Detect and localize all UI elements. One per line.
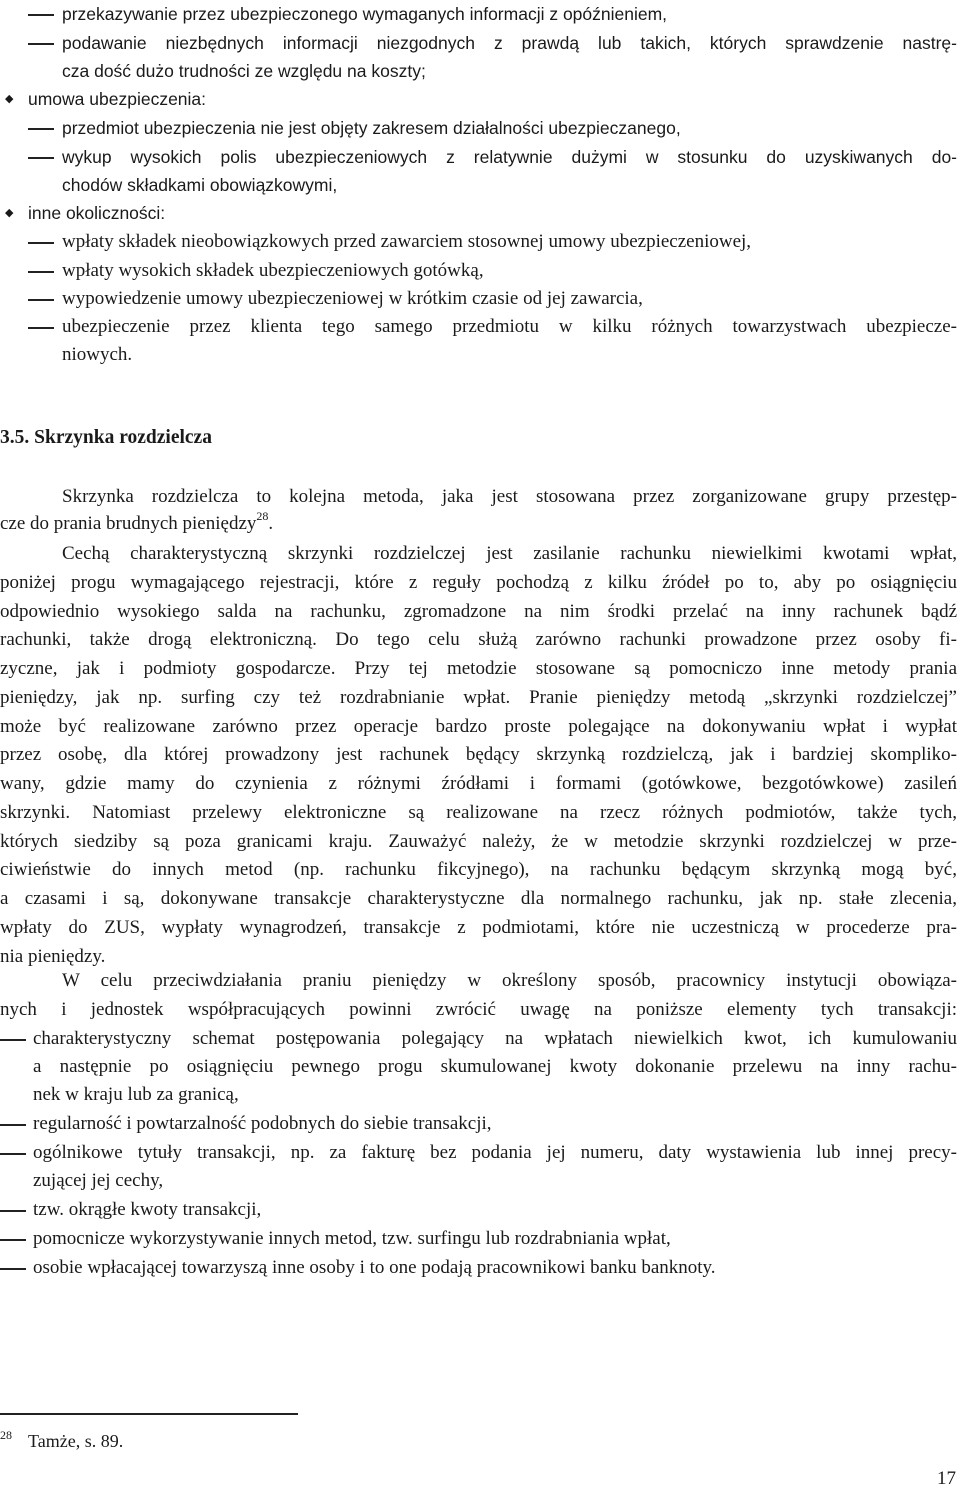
page-number: 17 [937,1468,956,1489]
list-item-continuation: nek w kraju lub za granicą, [33,1084,239,1105]
list-item-continuation: zującej jej cechy, [33,1170,164,1191]
paragraph-line: pieniędzy, jak np. surfing czy też rozdrabnianie wpłat. Pranie pieniędzy metodą „skrzynki rozdzielczej” [0,687,957,708]
paragraph-line: wpłaty do ZUS, wypłaty wynagrodzeń, transakcje z podmiotami, które nie uczestniczą w procederze pra- [0,917,957,938]
list-item: ogólnikowe tytuły transakcji, np. za fakturę bez podania jej numeru, daty wystawienia lub innej precy- [0,1139,960,1167]
footnote-text: Tamże, s. 89. [28,1431,124,1451]
paragraph-line: Cechą charakterystyczną skrzynki rozdzielczej jest zasilanie rachunku niewielkimi kwotami wpłat, [62,543,957,564]
paragraph-line: przez osobę, dla której prowadzony jest rachunek będący skrzynką rozdzielczą, jak i bardziej skompliko- [0,744,957,765]
paragraph-line: zyczne, jak i podmioty gospodarcze. Przy tej metodzie stosowane są pomocniczo inne metody prania [0,658,957,679]
paragraph-line: Skrzynka rozdzielcza to kolejna metoda, jaka jest stosowana przez zorganizowane grupy przestęp- [62,486,957,507]
dash-bullet [0,1210,26,1212]
list-item-continuation: niowych. [62,344,133,365]
paragraph-line: W celu przeciwdziałania praniu pieniędzy w określony sposób, pracownicy instytucji obowiąza- [62,970,957,991]
paragraph-line: odpowiednio wysokiego salda na rachunku, zgromadzone na nim środki przelać na inny rachunek bądź [0,601,957,622]
dash-bullet [28,157,54,159]
diamond-bullet-icon: ◆ [5,207,14,219]
list-item: wykup wysokich polis ubezpieczeniowych z relatywnie dużymi w stosunku do uzyskiwanych do- [0,143,960,171]
dash-bullet [28,43,54,45]
section-heading: 3.5. Skrzynka rozdzielcza [0,427,212,448]
dash-bullet [28,299,54,301]
paragraph-line: skrzynki. Natomiast przelewy elektroniczne są realizowane na rzecz różnych podmiotów, także tych, [0,802,957,823]
dash-bullet [0,1039,26,1041]
dash-bullet [28,128,54,130]
document-page: przekazywanie przez ubezpieczonego wymaganych informacji z opóźnieniem, podawanie niezbędnych informacji niezgodnych z prawdą lub takich, których sprawdzenie nastrę- cza dość dużo trudności ze względu na koszty; ◆ umowa ubezpieczenia: przedmiot ubezpieczenia nie jest objęty zakresem działalności ubezpieczanego, wykup wysokich polis ubezpieczeniowych z relatywnie dużymi w stosunku do uzyskiwanych do- chodów składkami obowiązkowymi, ◆ inne okoliczności: wpłaty składek nieobowiązkowych przed zawarciem stosownej umowy ubezpieczeniowej, wpłaty wysokich składek ubezpieczeniowych gotówką, wypowiedzenie umowy ubezpieczeniowej w krótkim czasie od jej zawarcia, ubezpieczenie przez klienta tego samego przedmiotu w kilku różnych towarzystwach ubezpiecze- niowych. 3.5. Skrzynka rozdzielcza Skrzynka rozdzielcza to kolejna metoda, jaka jest stosowana przez zorganizowane grupy przestęp- cze do prania brudnych pieniędzy$^{28}$. Cechą charakterystyczną skrzynki rozdzielczej jest zasilanie rachunku niewielkimi kwotami wpłat, poniżej progu wymagającego rejestracji, które z reguły pochodzą z kilku źródeł po to, aby po osiągnięciu odpowiednio wysokiego salda na rachunku, zgromadzone na nim środki przelać na inny rachunek bądź rachunki, także drogą elektroniczną. Do tego celu służą zarówno rachunki prowadzone przez osoby fi- zyczne, jak i podmioty gospodarcze. Przy tej metodzie stosowane są pomocniczo inne metody prania pieniędzy, jak np. surfing czy też rozdrabnianie wpłat. Pranie pieniędzy metodą „skrzynki rozdzielczej” może być realizowane zarówno przez operacje bardzo proste polegające na dokonywaniu wpłat i wypłat przez osobę, dla której prowadzony jest rachunek będący skrzynką rozdzielczą, jak i bardziej skompliko- wany, gdzie mamy do czynienia z różnymi źródłami i formami (gotówkowe, bezgotówkowe) zasileń skrzynki. Natomiast przelewy elektroniczne są realizowane na rzecz różnych podmiotów, także tych, których siedziby są poza granicami kraju. Zauważyć należy, że w metodzie skrzynki rozdzielczej w prze- ciwieństwie do innych metod (np. rachunku fikcyjnego), na rachunku będącym skrzynką mogą być, a czasami i są, dokonywane transakcje charakterystyczne dla normalnego rachunku, jak np. stałe zlecenia, wpłaty do ZUS, wypłaty wynagrodzeń, transakcje z podmiotami, które nie uczestniczą w procederze pra- nia pieniędzy. W celu przeciwdziałania praniu pieniędzy w określony sposób, pracownicy instytucji obowiąza- nych i jednostek współpracujących powinni zwrócić uwagę na poniższe elementy tych transakcji: charakterystyczny schemat postępowania polegający na wpłatach niewielkich kwot, ich kumulowaniu a następnie po osiągnięciu pewnego progu skumulowanej kwoty dokonanie przelewu na inny rachu- nek w kraju lub za granicą, regularność i powtarzalność podobnych do siebie transakcji, ogólnikowe tytuły transakcji, np. za fakturę bez podania jej numeru, daty wystawienia lub innej precy- zującej jej cechy, tzw. okrągłe kwoty transakcji, pomocnicze wykorzystywanie innych metod, tzw. surfingu lub rozdrabniania wpłat, osobie wpłacającej towarzyszą inne osoby i to one podają pracownikowi banku banknoty. $^{28}$ Tamże, s. 89. 17 [0,0,960,1493]
list-item: podawanie niezbędnych informacji niezgodnych z prawdą lub takich, których sprawdzenie nastrę- [0,29,960,57]
paragraph-line: których siedziby są poza granicami kraju. Zauważyć należy, że w metodzie skrzynki rozdzielczej w prze- [0,831,957,852]
list-item: charakterystyczny schemat postępowania polegający na wpłatach niewielkich kwot, ich kumulowaniu [0,1025,960,1053]
paragraph-line: nych i jednostek współpracujących powinni zwrócić uwagę na poniższe elementy tych transakcji: [0,999,957,1020]
paragraph-line: wany, gdzie mamy do czynienia z różnymi źródłami i formami (gotówkowe, bezgotówkowe) zasileń [0,773,957,794]
footnote-number: 28 [0,1428,12,1442]
footnote-separator [0,1413,298,1415]
footnote-reference[interactable]: 28 [256,508,269,523]
paragraph-line: cze do prania brudnych pieniędzy$^{28}$. [0,508,274,534]
list-item: przekazywanie przez ubezpieczonego wymaganych informacji z opóźnieniem, [0,0,960,28]
list-item: przedmiot ubezpieczenia nie jest objęty zakresem działalności ubezpieczanego, [0,114,960,142]
paragraph-line: a czasami i są, dokonywane transakcje charakterystyczne dla normalnego rachunku, jak np. stałe zlecenia, [0,888,957,909]
dash-bullet [28,242,54,244]
dash-bullet [0,1153,26,1155]
dash-bullet [28,14,54,16]
list-item-continuation: chodów składkami obowiązkowymi, [62,175,338,195]
dash-bullet [28,327,54,329]
dash-bullet [0,1239,26,1241]
list-item-continuation: a następnie po osiągnięciu pewnego progu skumulowanej kwoty dokonanie przelewu na inny rachu- [33,1056,957,1077]
paragraph-line: poniżej progu wymagającego rejestracji, które z reguły pochodzą z kilku źródeł po to, aby po osiągnięciu [0,572,957,593]
dash-bullet [28,271,54,273]
dash-bullet [0,1268,26,1270]
paragraph-line: może być realizowane zarówno przez operacje bardzo proste polegające na dokonywaniu wpłat i wypłat [0,716,957,737]
paragraph-line: ciwieństwie do innych metod (np. rachunku fikcyjnego), na rachunku będącym skrzynką mogą być, [0,859,957,880]
paragraph-line: rachunki, także drogą elektroniczną. Do tego celu służą zarówno rachunki prowadzone przez osoby fi- [0,629,957,650]
diamond-bullet-icon: ◆ [5,93,14,105]
footnote [0,1427,123,1457]
paragraph-line: nia pieniędzy. [0,946,106,967]
list-item: ubezpieczenie przez klienta tego samego przedmiotu w kilku różnych towarzystwach ubezpiecze- [0,313,960,341]
dash-bullet [0,1124,26,1126]
list-item-continuation: cza dość dużo trudności ze względu na koszty; [62,61,426,81]
